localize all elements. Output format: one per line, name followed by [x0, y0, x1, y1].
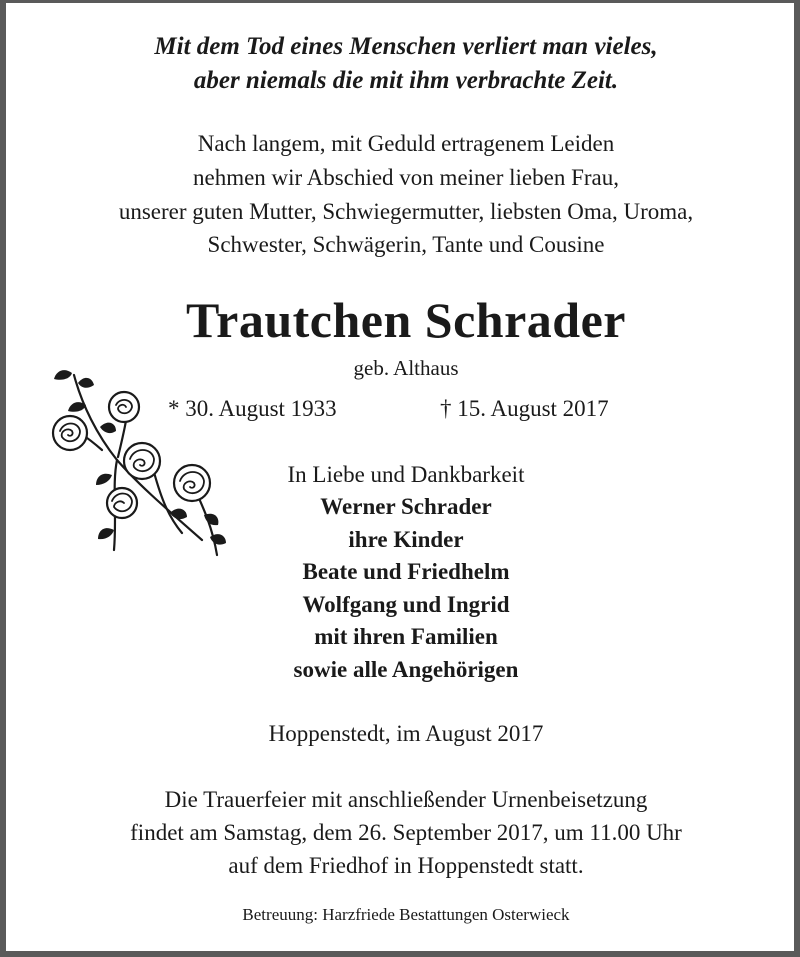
mourner-name-2: ihre Kinder: [348, 527, 464, 552]
mourner-name-6: sowie alle Angehörigen: [293, 657, 519, 682]
intro-line-3: unserer guten Mutter, Schwiegermutter, liebsten Oma, Uroma,: [118, 199, 694, 224]
mourner-name-1: Werner Schrader: [320, 494, 492, 519]
mourner-name-3: Beate und Friedhelm: [302, 559, 510, 584]
ceremony-line-3: auf dem Friedhof in Hoppenstedt statt.: [228, 853, 584, 878]
place-date: Hoppenstedt, im August 2017: [268, 721, 544, 746]
ceremony-line-2: findet am Samstag, dem 26. September 2017, um 11.00 Uhr: [130, 820, 682, 845]
mourner-name-5: mit ihren Familien: [314, 624, 498, 649]
intro-line-4: Schwester, Schwägerin, Tante und Cousine: [207, 232, 605, 257]
quote-line-2: aber niemals die mit ihm verbrachte Zeit.: [193, 67, 619, 94]
funeral-home-credit: Betreuung: Harzfriede Bestattungen Osterwieck: [242, 905, 570, 924]
mourners-intro: In Liebe und Dankbarkeit: [287, 462, 525, 487]
birth-date: * 30. August 1933: [168, 396, 337, 421]
intro-line-2: nehmen wir Abschied von meiner lieben Frau,: [192, 165, 620, 190]
mourner-name-4: Wolfgang und Ingrid: [302, 592, 510, 617]
maiden-name: geb. Althaus: [353, 356, 459, 380]
quote-line-1: Mit dem Tod eines Menschen verliert man vieles,: [154, 33, 658, 60]
ceremony-line-1: Die Trauerfeier mit anschließender Urnenbeisetzung: [164, 787, 648, 812]
deceased-name: Trautchen Schrader: [186, 292, 626, 348]
death-date: † 15. August 2017: [440, 396, 609, 421]
intro-line-1: Nach langem, mit Geduld ertragenem Leiden: [197, 131, 615, 156]
